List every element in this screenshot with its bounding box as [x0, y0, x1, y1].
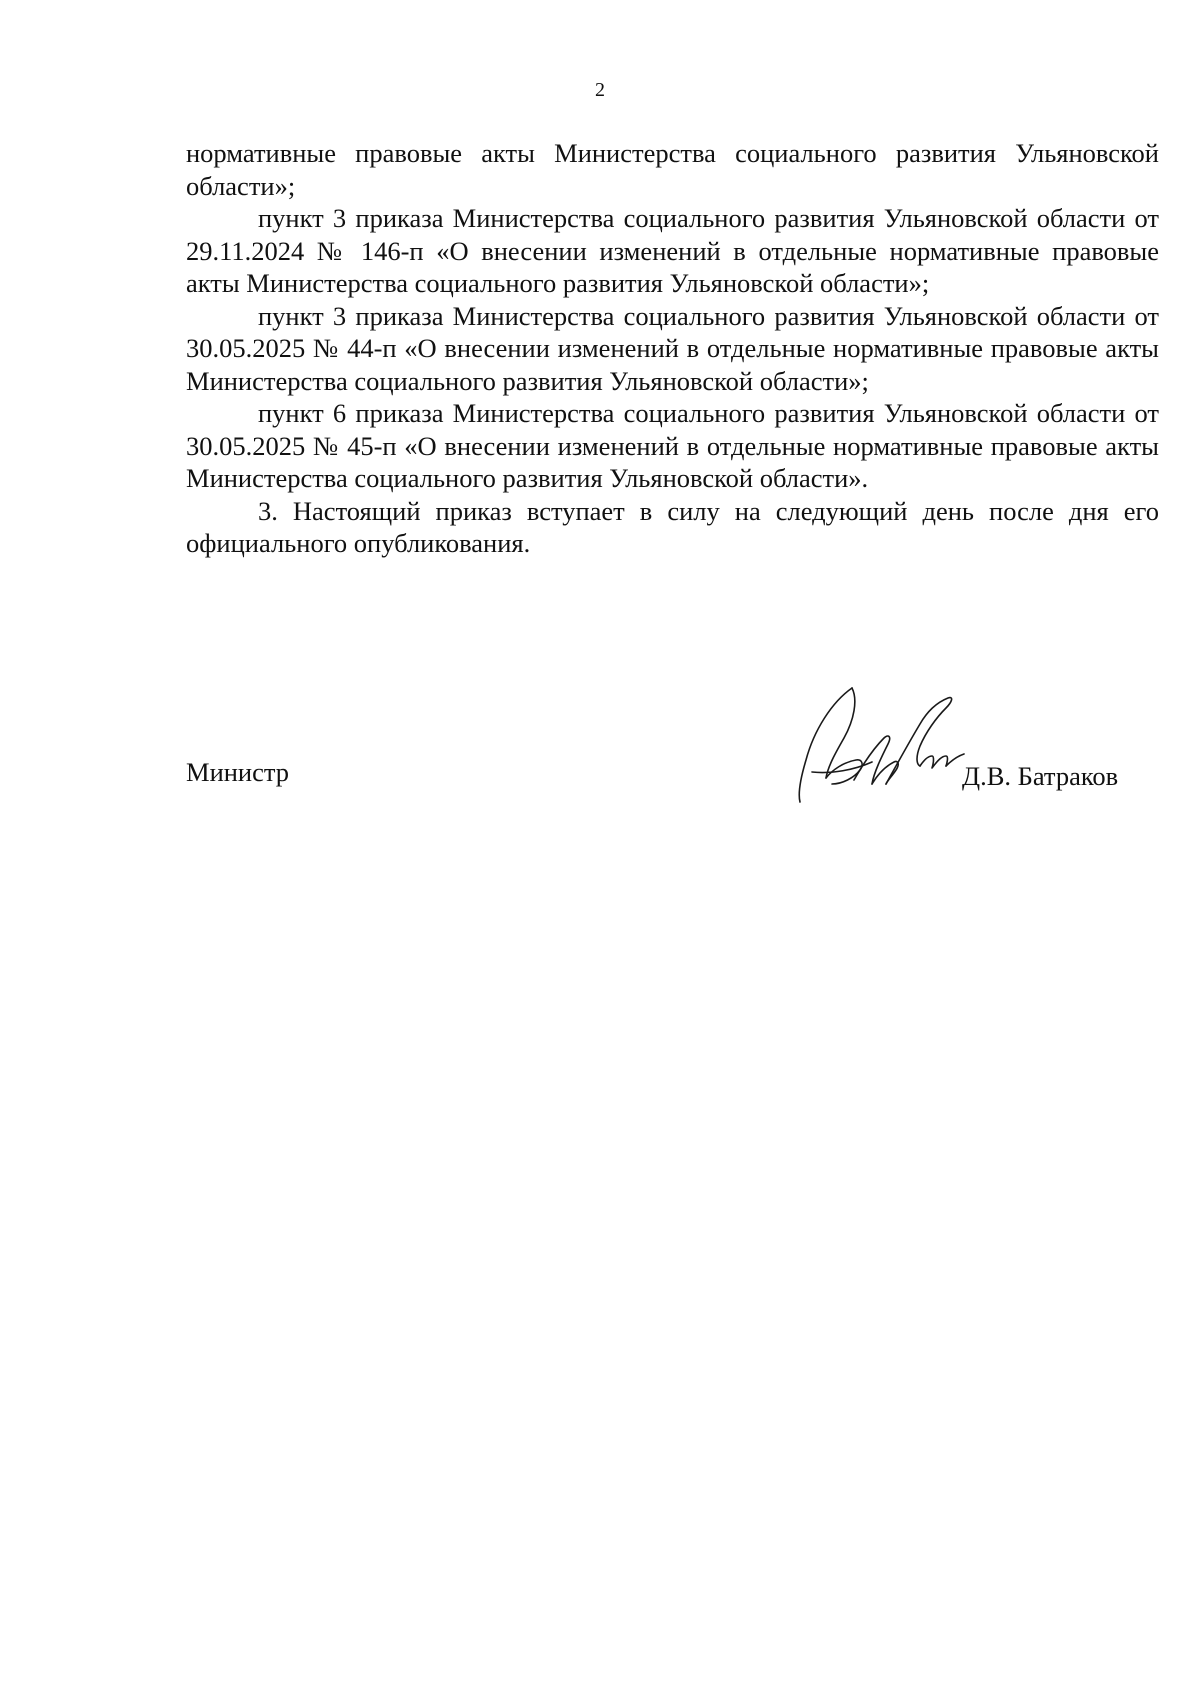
paragraph-item-146: пункт 3 приказа Министерства социального развития Ульяновской области от 29.11.2024 № 146-п «О внесении изменений в отдельные нормативные правовые акты Министерства социального развития Ульяновской области»;: [186, 203, 1159, 298]
signature-block: [186, 680, 1159, 810]
signer-position: Министр: [186, 757, 290, 787]
paragraph-item-45: пункт 6 приказа Министерства социального развития Ульяновской области от 30.05.2025 № 45-п «О внесении изменений в отдельные нормативные правовые акты Министерства социального развития Ульяновской области».: [186, 398, 1159, 493]
paragraph-continuation: нормативные правовые акты Министерства социального развития Ульяновской области»;: [186, 138, 1159, 201]
paragraph-clause-3: 3. Настоящий приказ вступает в силу на следующий день после дня его официального опубликования.: [186, 495, 1159, 558]
paragraph-item-44: пункт 3 приказа Министерства социального развития Ульяновской области от 30.05.2025 № 44-п «О внесении изменений в отдельные нормативные правовые акты Министерства социального развития Ульяновской области»;: [186, 300, 1159, 396]
handwritten-signature: [792, 680, 972, 805]
page-number: 2: [595, 79, 605, 101]
signer-name: Д.В. Батраков: [962, 761, 1119, 791]
document-body: [186, 137, 1159, 560]
